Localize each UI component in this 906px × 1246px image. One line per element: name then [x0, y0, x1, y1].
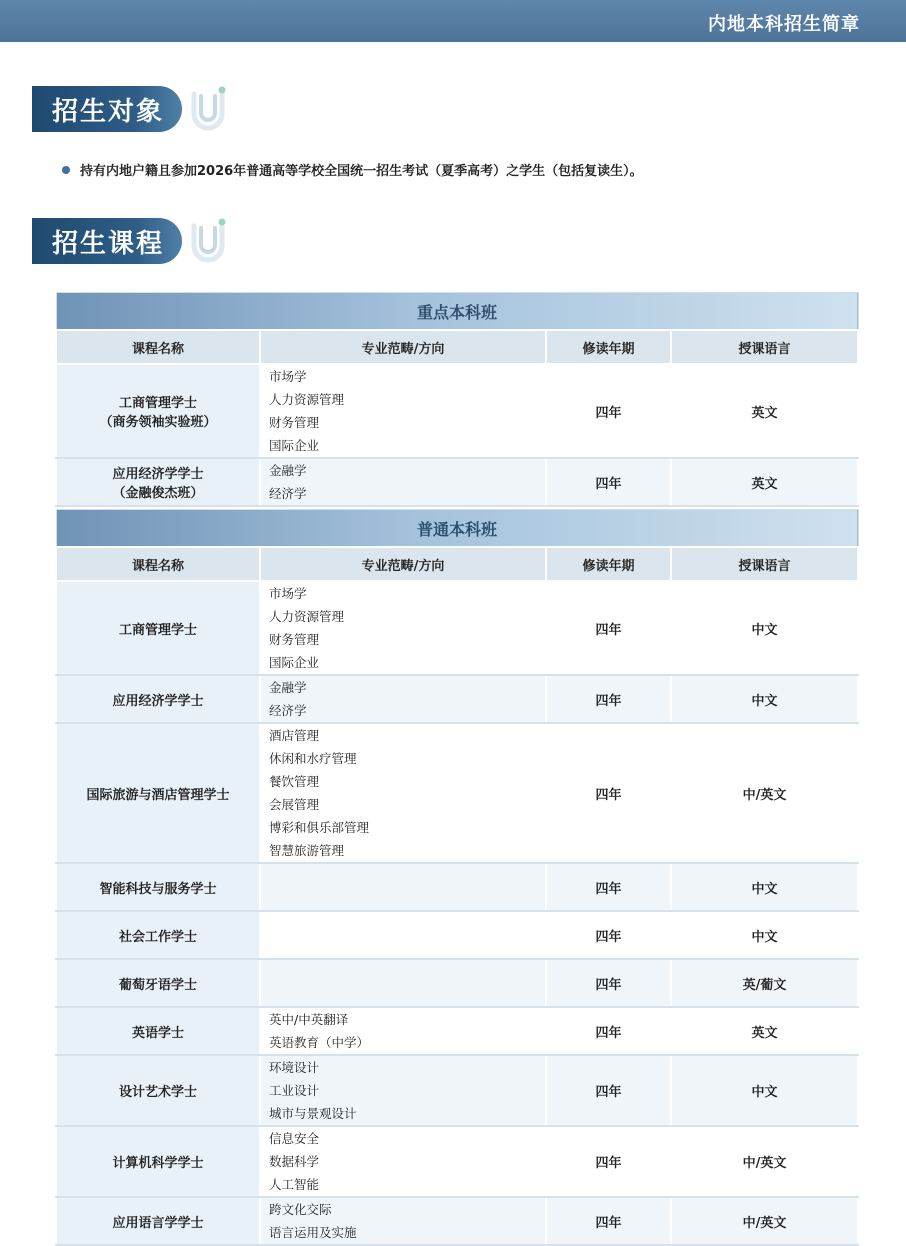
course-name	[56, 364, 260, 458]
major-item: 工业设计	[269, 1083, 320, 1098]
major-item: 环境设计	[269, 1060, 320, 1075]
course-majors	[260, 364, 546, 458]
major-item: 餐饮管理	[269, 774, 320, 789]
major-item: 市场学	[269, 369, 307, 384]
course-name	[56, 723, 260, 863]
course-name	[56, 458, 260, 506]
course-years: 四年	[546, 1055, 671, 1126]
column-header-years: 修读年期	[546, 330, 671, 364]
major-item: 英语教育（中学）	[269, 1035, 370, 1050]
course-language: 英文	[671, 364, 858, 458]
section-title-target	[32, 86, 228, 132]
course-name-text: 工商管理学士	[118, 622, 197, 638]
section-title-courses	[32, 218, 228, 264]
table-row	[56, 1055, 858, 1126]
course-years: 四年	[546, 458, 671, 506]
u-shape-icon	[188, 86, 228, 132]
course-years: 四年	[546, 863, 671, 911]
major-item: 市场学	[269, 586, 307, 601]
target-description	[62, 160, 643, 179]
major-item: 金融学	[269, 680, 307, 695]
header-bar	[0, 0, 906, 42]
u-shape-icon	[188, 218, 228, 264]
course-name	[56, 863, 260, 911]
course-language: 中/英文	[671, 723, 858, 863]
course-language: 中/英文	[671, 1126, 858, 1197]
major-item: 英中/中英翻译	[269, 1012, 349, 1027]
major-item: 国际企业	[269, 438, 320, 453]
course-majors	[260, 723, 546, 863]
table-row	[56, 364, 858, 458]
course-name-text: 应用语言学学士	[112, 1215, 204, 1231]
course-language: 中/英文	[671, 1197, 858, 1245]
major-item: 智慧旅游管理	[269, 843, 345, 858]
major-item: 语言运用及实施	[269, 1225, 357, 1240]
course-majors	[260, 458, 546, 506]
course-years: 四年	[546, 959, 671, 1007]
course-majors	[260, 911, 546, 959]
course-name	[56, 959, 260, 1007]
table-row	[56, 1126, 858, 1197]
course-language: 英/葡文	[671, 959, 858, 1007]
table-row	[56, 581, 858, 675]
course-majors	[260, 675, 546, 723]
course-table-key	[55, 292, 859, 507]
major-item: 金融学	[269, 463, 307, 478]
course-name-text: 设计艺术学士	[118, 1085, 197, 1100]
course-language: 中文	[671, 1055, 858, 1126]
course-majors	[260, 863, 546, 911]
table-caption: 普通本科班	[56, 510, 858, 548]
course-name	[56, 675, 260, 723]
major-item: 酒店管理	[269, 728, 320, 743]
major-item: 财务管理	[269, 415, 320, 430]
course-name-text: 国际旅游与酒店管理学士	[86, 787, 230, 803]
section-title-label: 招生课程	[32, 218, 182, 264]
course-name-text: 应用经济学学士	[112, 467, 204, 482]
course-name	[56, 1055, 260, 1126]
table-row	[56, 675, 858, 723]
major-item: 城市与景观设计	[269, 1106, 357, 1121]
column-header-language: 授课语言	[671, 547, 858, 581]
table-caption: 重点本科班	[56, 293, 858, 331]
major-item: 博彩和俱乐部管理	[269, 820, 370, 835]
column-header-language: 授课语言	[671, 330, 858, 364]
course-language: 中文	[671, 581, 858, 675]
course-name-text: 工商管理学士	[118, 396, 197, 411]
major-item: 国际企业	[269, 655, 320, 670]
column-header-years: 修读年期	[546, 547, 671, 581]
target-text: 持有内地户籍且参加2026年普通高等学校全国统一招生考试（夏季高考）之学生（包括复读生）。	[80, 164, 643, 179]
column-header-name: 课程名称	[56, 330, 260, 364]
course-majors	[260, 959, 546, 1007]
major-item: 人工智能	[269, 1177, 320, 1192]
table-row	[56, 863, 858, 911]
table-row	[56, 723, 858, 863]
major-item: 人力资源管理	[269, 609, 345, 624]
course-majors	[260, 1007, 546, 1055]
course-years: 四年	[546, 581, 671, 675]
course-name	[56, 911, 260, 959]
header-title: 内地本科招生简章	[708, 14, 860, 35]
major-item: 财务管理	[269, 632, 320, 647]
course-language: 英文	[671, 1007, 858, 1055]
table-row	[56, 959, 858, 1007]
major-item: 人力资源管理	[269, 392, 345, 407]
table-row	[56, 911, 858, 959]
course-name	[56, 1007, 260, 1055]
course-name	[56, 1197, 260, 1245]
course-name-text: 葡萄牙语学士	[118, 977, 197, 993]
table-row	[56, 1007, 858, 1055]
course-name	[56, 1126, 260, 1197]
course-majors	[260, 1126, 546, 1197]
course-language: 中文	[671, 863, 858, 911]
course-name-text: 英语学士	[131, 1025, 184, 1041]
course-years: 四年	[546, 911, 671, 959]
major-item: 会展管理	[269, 797, 320, 812]
major-item: 休闲和水疗管理	[269, 751, 357, 766]
course-language: 英文	[671, 458, 858, 506]
course-years: 四年	[546, 675, 671, 723]
major-item: 跨文化交际	[269, 1202, 332, 1217]
course-majors	[260, 1197, 546, 1245]
course-class-text: （商务领袖实验班）	[99, 415, 217, 430]
course-years: 四年	[546, 723, 671, 863]
table-row	[56, 1197, 858, 1245]
column-header-name: 课程名称	[56, 547, 260, 581]
section-title-label: 招生对象	[32, 86, 182, 132]
course-years: 四年	[546, 364, 671, 458]
column-header-majors: 专业范畴/方向	[260, 330, 546, 364]
bullet-icon	[62, 166, 70, 174]
column-header-majors: 专业范畴/方向	[260, 547, 546, 581]
course-class-text: （金融俊杰班）	[112, 486, 204, 501]
course-name-text: 应用经济学学士	[112, 693, 204, 709]
course-table-regular	[55, 509, 859, 1246]
major-item: 数据科学	[269, 1154, 320, 1169]
course-language: 中文	[671, 675, 858, 723]
table-row	[56, 458, 858, 506]
major-item: 经济学	[269, 703, 307, 718]
course-name-text: 计算机科学学士	[112, 1156, 204, 1171]
course-years: 四年	[546, 1007, 671, 1055]
course-majors	[260, 581, 546, 675]
course-name-text: 社会工作学士	[118, 929, 197, 945]
course-years: 四年	[546, 1197, 671, 1245]
course-years: 四年	[546, 1126, 671, 1197]
course-majors	[260, 1055, 546, 1126]
major-item: 经济学	[269, 486, 307, 501]
course-language: 中文	[671, 911, 858, 959]
course-name	[56, 581, 260, 675]
course-name-text: 智能科技与服务学士	[99, 881, 217, 897]
major-item: 信息安全	[269, 1131, 320, 1146]
